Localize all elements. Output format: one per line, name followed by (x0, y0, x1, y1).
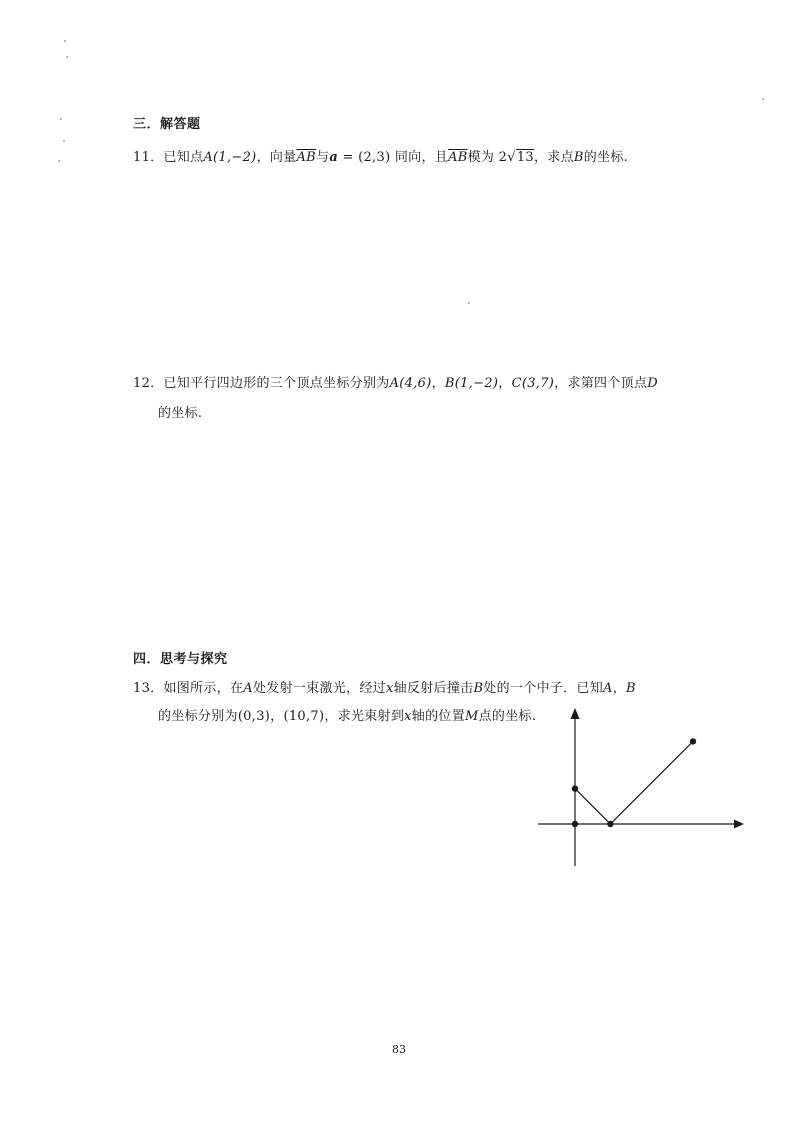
scan-speck (762, 98, 764, 100)
point-b-dot (690, 738, 696, 744)
problem-13-number: 13． (133, 681, 164, 696)
label-a: A (243, 681, 253, 696)
section4-heading: 四．思考与探究 (133, 652, 228, 667)
section3-heading: 三．解答题 (133, 117, 201, 132)
problem-11-number: 11． (133, 150, 164, 165)
label-b: B (473, 681, 484, 696)
separator: ， (498, 376, 512, 391)
problem-11-text: 模为 2 (467, 150, 508, 165)
label-x: x (404, 709, 412, 724)
point-c-coord: C(3,7) (511, 376, 555, 391)
sqrt-radical: √ (507, 150, 516, 165)
problem-12-line-1 (133, 372, 658, 391)
problem-11-text: ，向量 (256, 150, 297, 165)
problem-12-line-2: 的坐标. (158, 406, 203, 421)
page-number: 83 (392, 1043, 406, 1056)
problem-11-text: = (2,3) 同向，且 (338, 150, 449, 165)
problem-13-text: 处的一个中子．已知 (483, 681, 603, 696)
separator: ， (431, 376, 445, 391)
problem-11-text: ，求点 (533, 150, 574, 165)
problem-13-text: 轴的位置 (411, 709, 465, 724)
vector-a: a (329, 150, 339, 165)
separator: ， (270, 709, 284, 724)
label-m: M (465, 709, 479, 724)
problem-13-line-1 (133, 677, 636, 696)
point-b: B (573, 150, 584, 165)
label-a: A (603, 681, 613, 696)
scan-speck (58, 160, 60, 162)
problem-13-text: 轴反射后撞击 (393, 681, 474, 696)
problem-13-text: ，求光束射到 (324, 709, 405, 724)
point-m-dot (607, 821, 613, 827)
label-b: B (626, 681, 636, 696)
y-axis-arrow-icon (571, 708, 580, 719)
scan-speck (66, 56, 68, 58)
point-b-coord: B(1,−2) (444, 376, 499, 391)
problem-11-text: 的坐标. (583, 150, 629, 165)
figure-layer (572, 738, 696, 827)
problem-13-text: 如图所示，在 (163, 681, 244, 696)
laser-reflection-figure (530, 700, 760, 875)
problem-13-text: 处发射一束激光，经过 (252, 681, 386, 696)
scan-speck (468, 302, 470, 304)
problem-13-text: 点的坐标. (478, 709, 537, 724)
point-a-coord: A(1,−2) (203, 150, 257, 165)
vector-ab: $\overline{AB}$ (296, 150, 317, 165)
scan-speck (63, 140, 65, 142)
problem-13-text: ， (612, 681, 627, 696)
problem-12-text: 已知平行四边形的三个顶点坐标分别为 (163, 376, 390, 391)
point-d: D (647, 376, 658, 391)
vector-ab: $\overline{AB}$ (448, 150, 468, 165)
scan-speck (60, 118, 62, 120)
problem-11-text: 与 (316, 150, 330, 165)
sqrt-argument: 13 (516, 150, 534, 165)
coord-a: (0,3) (237, 709, 271, 724)
problem-13-line-2 (158, 705, 536, 724)
problem-11-text: 已知点 (163, 150, 204, 165)
point-a-coord: A(4,6) (389, 376, 432, 391)
coord-b: (10,7) (283, 709, 325, 724)
label-x: x (385, 681, 394, 696)
scan-speck (64, 40, 66, 42)
problem-12-text: ，求第四个顶点 (554, 376, 648, 391)
x-axis-arrow-icon (734, 820, 744, 829)
problem-12-number: 12． (133, 376, 164, 391)
laser-path (575, 741, 693, 824)
problem-11-line (133, 146, 628, 165)
point-a-dot (572, 785, 578, 791)
origin-dot (572, 821, 578, 827)
problem-13-text: 的坐标分别为 (158, 709, 238, 724)
